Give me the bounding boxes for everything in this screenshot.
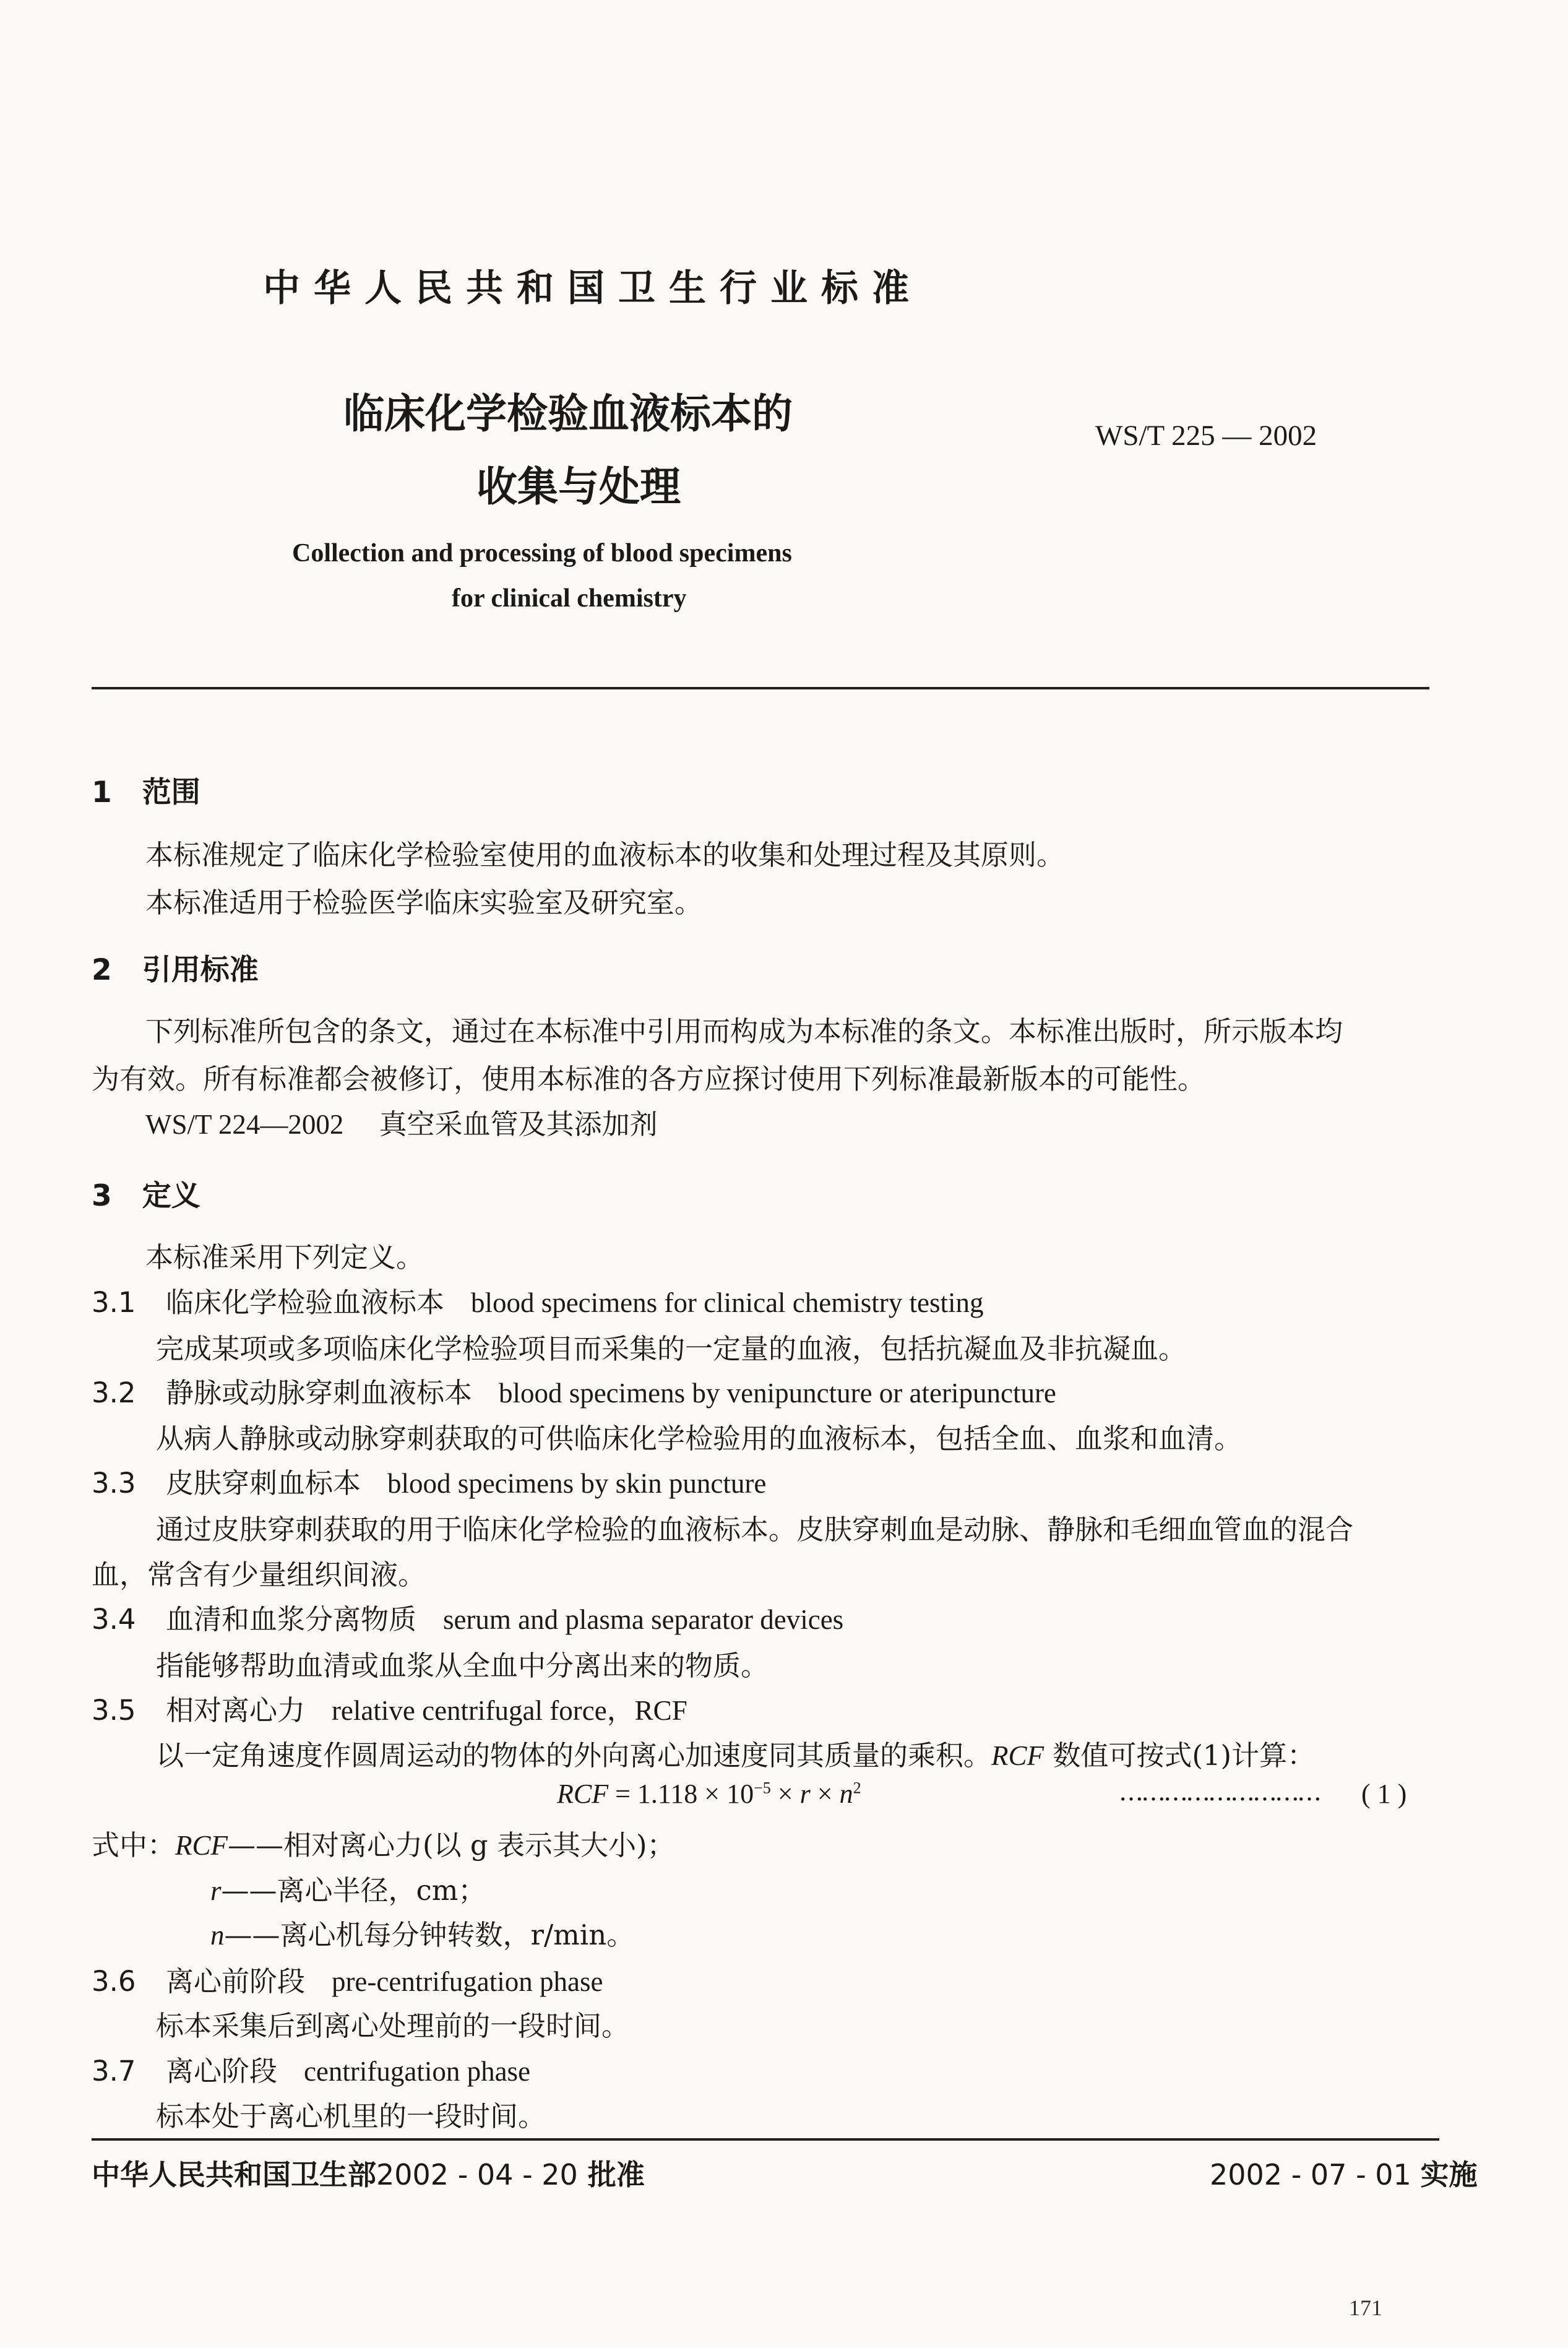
- definition-number: 3.4: [92, 1603, 136, 1636]
- paragraph: 本标准适用于检验医学临床实验室及研究室。: [145, 886, 703, 919]
- doc-title-cn-line2: 收集与处理: [476, 463, 681, 511]
- term-cn: 离心前阶段: [166, 1965, 306, 1998]
- definition-number: 3.1: [92, 1286, 136, 1319]
- reference-item: [145, 1102, 658, 1142]
- term-cn: 血清和血浆分离物质: [166, 1603, 417, 1636]
- term-en: blood specimens by venipuncture or ateripuncture: [498, 1378, 1056, 1409]
- paragraph: 为有效。所有标准都会被修订，使用本标准的各方应探讨使用下列标准最新版本的可能性。: [92, 1063, 1206, 1095]
- definition-number: 3.5: [92, 1694, 136, 1727]
- doc-title-cn-line1: 临床化学检验血液标本的: [343, 390, 793, 438]
- where-text: ——相对离心力(以 g 表示其大小)；: [228, 1829, 675, 1862]
- definition-text: 指能够帮助血清或血浆从全血中分离出来的物质。: [156, 1649, 769, 1682]
- where-line: [92, 1823, 675, 1863]
- issuer-header: 中华人民共和国卫生行业标准: [263, 267, 923, 310]
- variable: RCF: [175, 1830, 228, 1861]
- formula-text: ×: [770, 1779, 800, 1809]
- definition-text: [156, 1733, 1315, 1773]
- where-label: 式中：: [92, 1829, 176, 1862]
- term-cn: 相对离心力: [166, 1694, 306, 1727]
- formula-exponent: 2: [853, 1779, 861, 1797]
- section-number: 1: [92, 775, 112, 809]
- section-2-heading: [92, 947, 259, 988]
- definition-number: 3.3: [92, 1467, 136, 1500]
- term-cn: 离心阶段: [166, 2055, 278, 2087]
- definition-number: 3.7: [92, 2055, 136, 2087]
- approval-label: 批准: [587, 2158, 645, 2191]
- text-segment: 数值可按式(1)计算：: [1044, 1739, 1316, 1772]
- approval-date: 2002 - 04 - 20: [376, 2158, 578, 2191]
- section-title: 范围: [142, 775, 200, 809]
- definition-number: 3.2: [92, 1376, 136, 1409]
- standard-number: WS/T 225 — 2002: [1095, 420, 1317, 452]
- formula-variable: RCF: [557, 1779, 609, 1809]
- definition-text: 血，常含有少量组织间液。: [92, 1558, 426, 1591]
- term-en: relative centrifugal force，RCF: [331, 1695, 687, 1726]
- formula-variable: n: [839, 1779, 853, 1809]
- term-en: blood specimens for clinical chemistry testing: [470, 1287, 984, 1318]
- section-number: 2: [92, 953, 112, 987]
- implementation-date: 2002 - 07 - 01: [1210, 2158, 1411, 2191]
- formula-exponent: −5: [754, 1779, 771, 1797]
- footer-divider: [92, 2138, 1439, 2141]
- definition-text: 标本采集后到离心处理前的一段时间。: [156, 2009, 630, 2042]
- definition-term: [92, 1597, 843, 1637]
- definition-term: [92, 1688, 687, 1728]
- definition-term: [92, 1370, 1056, 1410]
- implementation-line: [1210, 2152, 1477, 2193]
- text-segment: 以一定角速度作圆周运动的物体的外向离心加速度同其质量的乘积。: [156, 1739, 992, 1772]
- section-1-heading: [92, 769, 200, 811]
- reference-number: WS/T 224—2002: [145, 1109, 344, 1140]
- header-divider: [92, 687, 1429, 689]
- section-3-heading: [92, 1173, 200, 1214]
- term-en: pre-centrifugation phase: [331, 1966, 603, 1997]
- formula-text: ×: [810, 1779, 840, 1809]
- term-cn: 皮肤穿刺血标本: [166, 1467, 361, 1500]
- doc-title-en-line2: for clinical chemistry: [452, 584, 687, 613]
- where-line: [210, 1868, 486, 1908]
- definition-text: 标本处于离心机里的一段时间。: [156, 2100, 546, 2133]
- approval-org: 中华人民共和国卫生部: [92, 2158, 376, 2191]
- section-title: 定义: [142, 1179, 200, 1213]
- where-text: ——离心机每分钟转数，r/min。: [224, 1919, 635, 1951]
- formula-text: = 1.118 × 10: [608, 1779, 754, 1809]
- paragraph: 本标准采用下列定义。: [145, 1241, 424, 1274]
- reference-title: 真空采血管及其添加剂: [379, 1108, 658, 1141]
- approval-line: [92, 2152, 645, 2193]
- term-en: centrifugation phase: [303, 2056, 531, 2087]
- paragraph: 下列标准所包含的条文，通过在本标准中引用而构成为本标准的条文。本标准出版时，所示版本均: [145, 1015, 1343, 1048]
- definition-text: 通过皮肤穿刺获取的用于临床化学检验的血液标本。皮肤穿刺血是动脉、静脉和毛细血管血的混合: [156, 1513, 1354, 1546]
- variable: RCF: [991, 1740, 1045, 1771]
- section-title: 引用标准: [142, 953, 259, 987]
- doc-title-en-line1: Collection and processing of blood specimens: [292, 539, 792, 568]
- term-cn: 临床化学检验血液标本: [166, 1286, 445, 1319]
- implementation-label: 实施: [1420, 2158, 1478, 2191]
- definition-text: 从病人静脉或动脉穿刺获取的可供临床化学检验用的血液标本，包括全血、血浆和血清。: [156, 1422, 1243, 1455]
- definition-number: 3.6: [92, 1965, 136, 1998]
- where-line: [210, 1912, 634, 1953]
- definition-term: [92, 1959, 603, 1999]
- paragraph: 本标准规定了临床化学检验室使用的血液标本的收集和处理过程及其原则。: [145, 839, 1065, 871]
- term-en: blood specimens by skin puncture: [387, 1468, 767, 1499]
- section-number: 3: [92, 1179, 112, 1213]
- term-cn: 静脉或动脉穿刺血液标本: [166, 1376, 473, 1409]
- equation-leader-dots: ………………………: [1119, 1778, 1319, 1806]
- variable: r: [210, 1875, 222, 1906]
- page-number: 171: [1349, 2295, 1382, 2320]
- definition-text: 完成某项或多项临床化学检验项目而采集的一定量的血液，包括抗凝血及非抗凝血。: [156, 1332, 1187, 1365]
- definition-term: [92, 1280, 983, 1320]
- formula-variable: r: [799, 1779, 811, 1809]
- definition-term: [92, 1461, 766, 1501]
- where-text: ——离心半径，cm；: [221, 1874, 486, 1907]
- formula: [557, 1778, 861, 1810]
- term-en: serum and plasma separator devices: [442, 1604, 844, 1635]
- definition-term: [92, 2048, 530, 2089]
- equation-number: ( 1 ): [1361, 1779, 1407, 1809]
- variable: n: [210, 1920, 225, 1951]
